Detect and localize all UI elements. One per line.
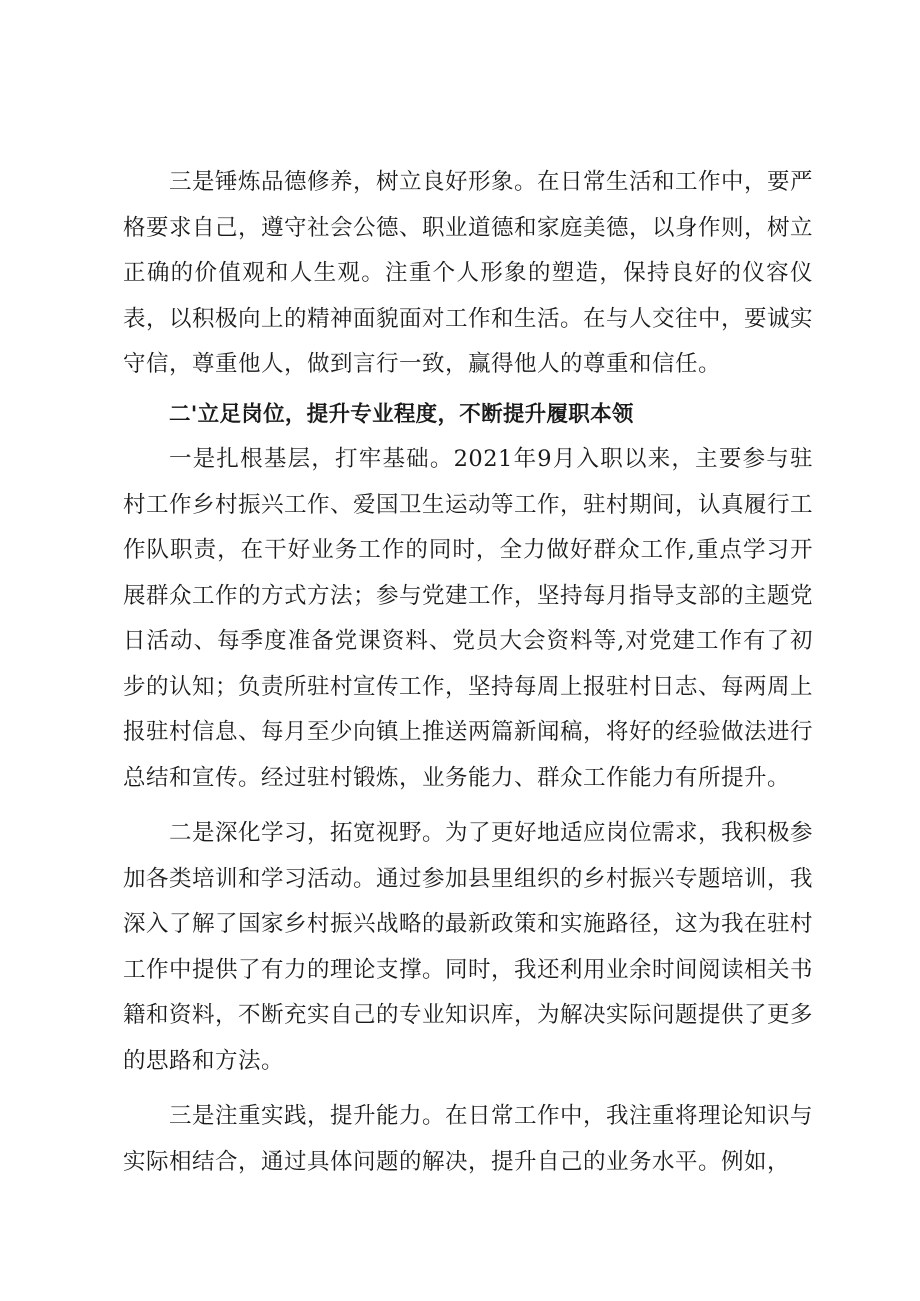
section-heading: 二'立足岗位，提升专业程度，不断提升履职本领: [169, 401, 634, 427]
spacer: [123, 1084, 813, 1094]
paragraph-character-cultivation: 三是锤炼品德修养，树立良好形象。在日常生活和工作中，要严格要求自己，遵守社会公德、职业道德和家庭美德，以身作则，树立正确的价值观和人生观。注重个人形象的塑造，保持良好的仪容仪表，以积极向上的精神面貌面对工作和生活。在与人交往中，要诚实守信，尊重他人，做到言行一致，赢得他人的尊重和信任。: [123, 169, 814, 377]
paragraph-grassroots: 一是扎根基层，打牢基础。2021年9月入职以来，主要参与驻村工作乡村振兴工作、爱国卫生运动等工作，驻村期间，认真履行工作队职责，在干好业务工作的同时，全力做好群众工作,重点学习开展群众工作的方式方法；参与党建工作，坚持每月指导支部的主题党日活动、每季度准备党课资料、党员大会资料等,对党建工作有了初步的认知；负责所驻村宣传工作，坚持每周上报驻村日志、每两周上报驻村信息、每月至少向镇上推送两篇新闻稿，将好的经验做法进行总结和宣传。经过驻村锻炼，业务能力、群众工作能力有所提升。: [123, 446, 814, 791]
paragraph-deepen-learning: 二是深化学习，拓宽视野。为了更好地适应岗位需求，我积极参加各类培训和学习活动。通过参加县里组织的乡村振兴专题培训，我深入了解了国家乡村振兴战略的最新政策和实施路径，这为我在驻村工作中提供了有力的理论支撑。同时，我还利用业余时间阅读相关书籍和资料，不断充实自己的专业知识库，为解决实际问题提供了更多的思路和方法。: [123, 820, 814, 1074]
document-body: [123, 160, 813, 1185]
spacer: [123, 801, 813, 811]
paragraph-practice: 三是注重实践，提升能力。在日常工作中，我注重将理论知识与实际相结合，通过具体问题的解决，提升自己的业务水平。例如，: [123, 1103, 814, 1175]
